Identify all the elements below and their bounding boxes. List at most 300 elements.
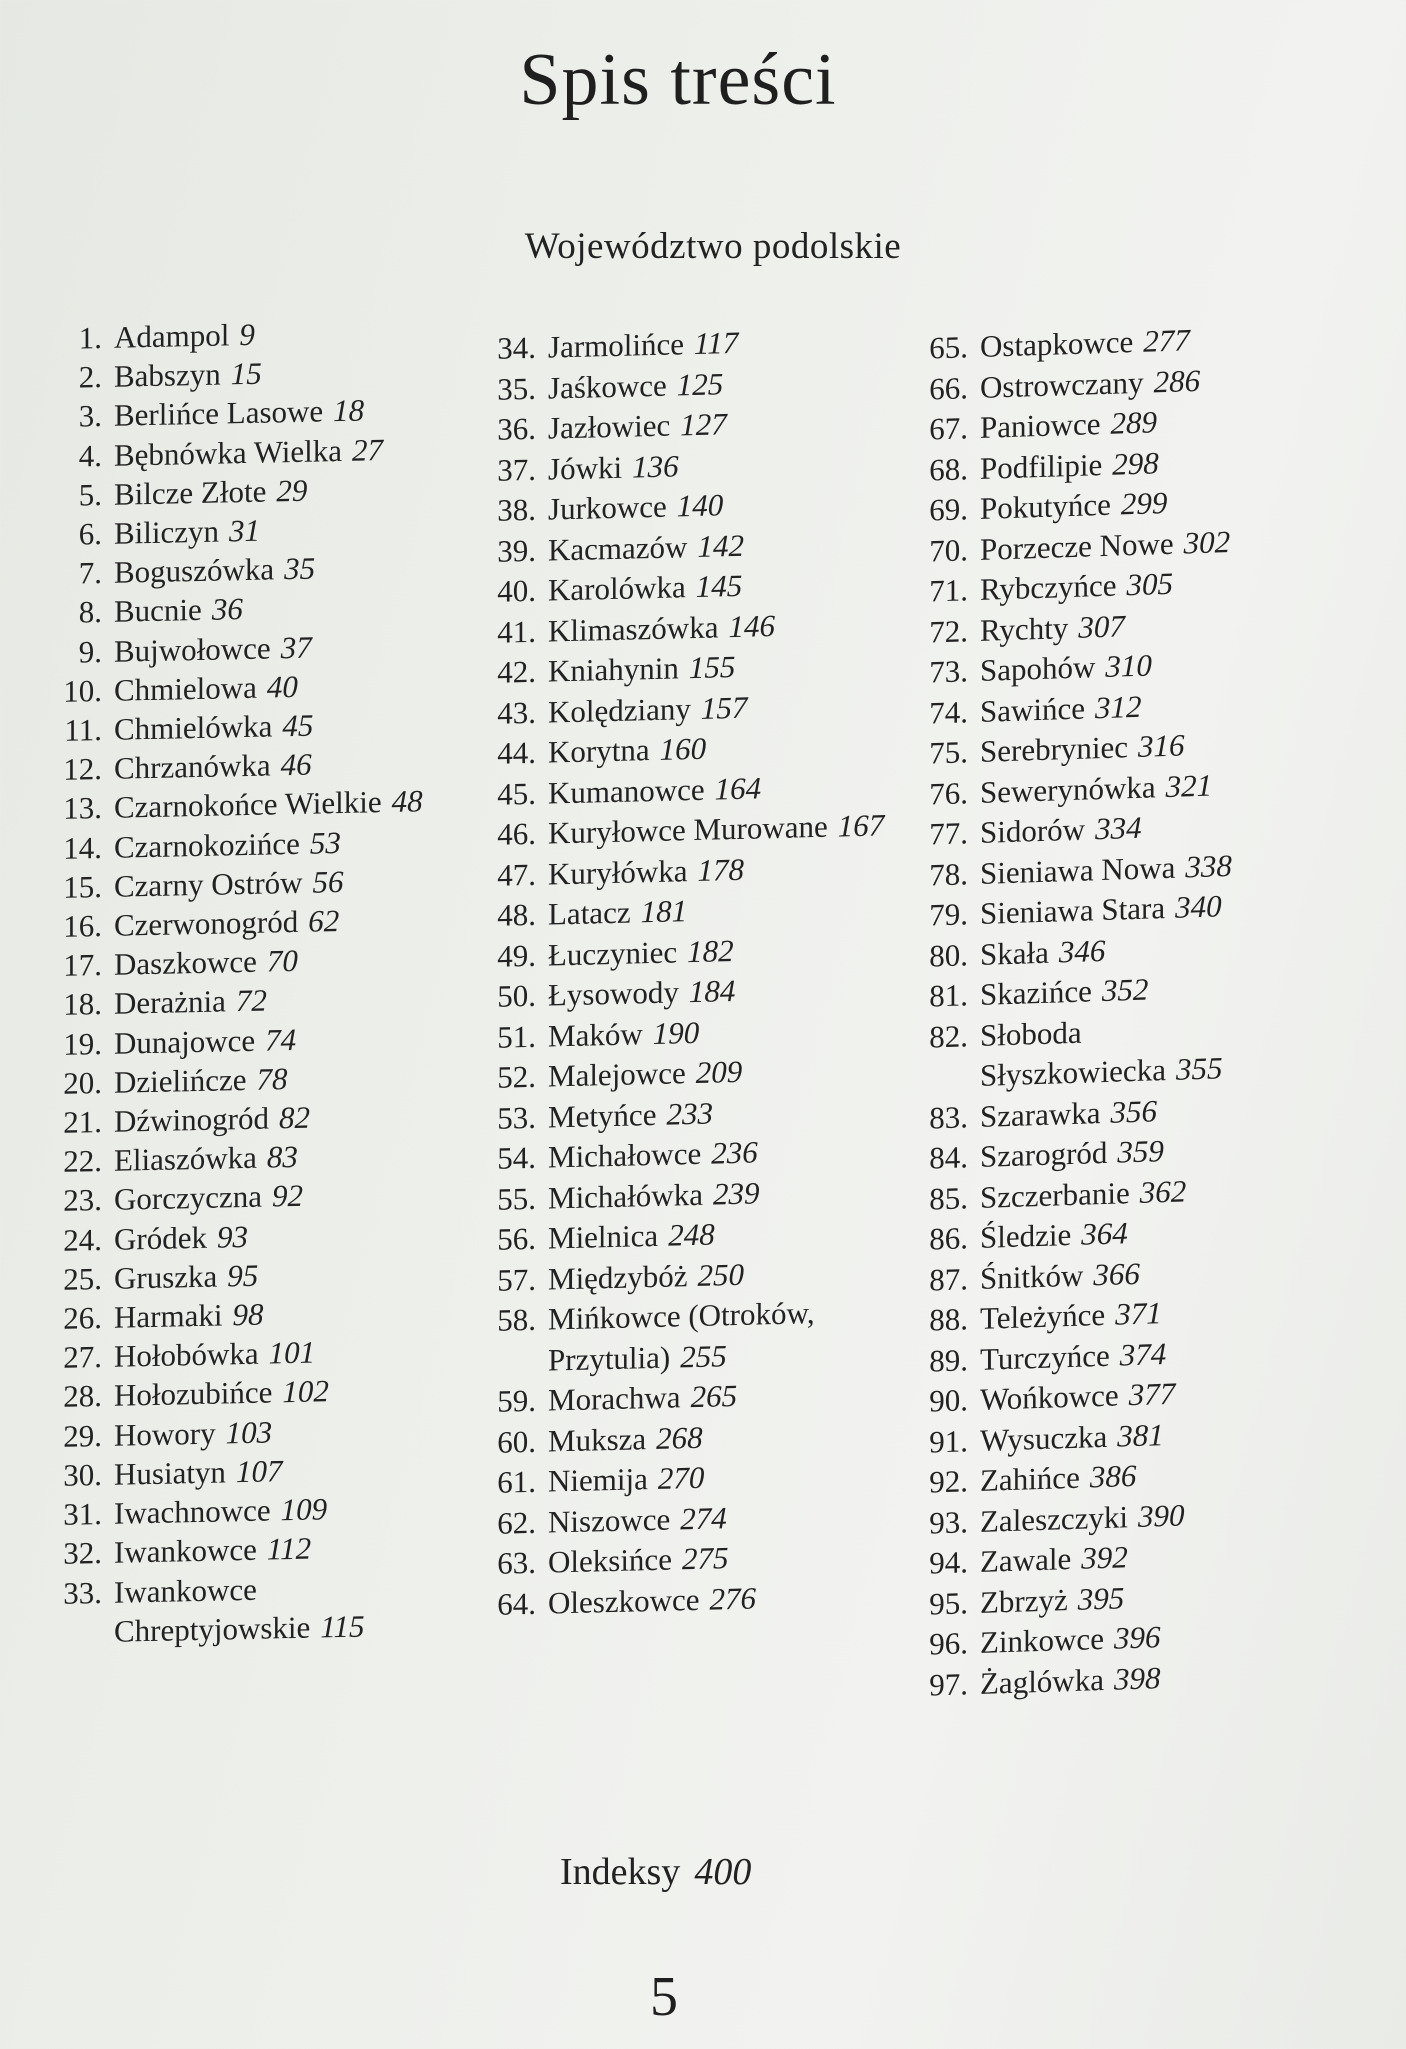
toc-column-3: [880, 317, 1300, 1707]
toc-entry-name: Łuczyniec: [548, 933, 678, 973]
toc-entry-page: 70: [266, 943, 298, 979]
toc-entry-page: 359: [1117, 1133, 1164, 1170]
toc-entry-number: 26.: [63, 1300, 102, 1336]
toc-entry-name: Gruszka: [114, 1258, 218, 1296]
toc-entry-text: [548, 1291, 888, 1380]
toc-entry-number: 51.: [497, 1018, 536, 1055]
toc-entry-number: 70.: [929, 531, 968, 568]
toc-entry-name: Husiatyn: [114, 1454, 226, 1492]
toc-entry-page: 334: [1095, 809, 1142, 847]
toc-entry-name: Śnitków: [980, 1257, 1084, 1296]
toc-entry-page: 265: [690, 1377, 738, 1415]
toc-entry-page: 36: [211, 591, 243, 628]
toc-entry-number: 81.: [929, 977, 968, 1014]
toc-entry-name: Wysuczka: [980, 1418, 1108, 1458]
toc-entry-name: Jurkowce: [548, 488, 667, 527]
toc-entry-name: Międzybóż: [548, 1257, 688, 1297]
toc-entry-number: 89.: [929, 1341, 968, 1378]
toc-entry-name: Żaglówka: [980, 1661, 1104, 1701]
toc-entry-page: 286: [1153, 362, 1201, 399]
toc-entry-page: 140: [676, 487, 724, 524]
toc-entry-name: Zawale: [980, 1540, 1072, 1579]
toc-entry-page: 37: [280, 629, 312, 665]
toc-entry-number: 86.: [929, 1220, 968, 1257]
toc-entry-text: [980, 1005, 1300, 1096]
toc-entry-name: Chmielówka: [114, 708, 273, 747]
toc-entry-name: Bucnie: [114, 592, 202, 630]
toc-entry-page: 268: [656, 1419, 703, 1456]
toc-entry-number: 57.: [497, 1261, 536, 1298]
toc-entry-number: 22.: [63, 1143, 102, 1180]
toc-entry-name: Howory: [114, 1415, 216, 1453]
toc-entry-number: 59.: [497, 1382, 536, 1419]
toc-entry-page: 233: [666, 1095, 713, 1132]
toc-entry-page: 164: [714, 769, 762, 806]
toc-entry-number: 24.: [63, 1221, 102, 1258]
toc-entry-page: 184: [688, 972, 736, 1010]
toc-entry-name: Sieniawa Stara: [980, 890, 1166, 931]
toc-entry: [6, 1565, 458, 1653]
toc-entry-name: Sewerynówka: [980, 768, 1156, 810]
toc-entry-name: Dźwinogród: [114, 1100, 269, 1139]
toc-entry-page: 15: [230, 355, 262, 392]
index-label: Indeksy: [560, 1851, 681, 1893]
toc-entry-page: 338: [1185, 847, 1232, 884]
toc-entry-name: Teleżyńce: [980, 1296, 1106, 1336]
toc-entry-name: Metyńce: [548, 1096, 657, 1135]
toc-entry-page: 31: [229, 512, 261, 549]
toc-entry-page: 190: [652, 1014, 700, 1051]
toc-entry-number: 8.: [78, 594, 102, 630]
toc-entry-number: 75.: [929, 734, 968, 771]
toc-entry-page: 136: [632, 447, 679, 485]
toc-entry-page: 274: [680, 1499, 727, 1536]
toc-entry-name: Bębnówka Wielka: [114, 432, 343, 473]
toc-entry-page: 157: [700, 689, 748, 726]
toc-entry-number: 67.: [929, 410, 968, 447]
toc-entry-name: Kuryłowce Murowane: [548, 808, 828, 851]
toc-entry-number: 69.: [929, 491, 968, 528]
toc-entry-name: Klimaszówka: [548, 608, 719, 649]
toc-entry-number: 91.: [929, 1422, 968, 1459]
toc-entry-name: Kolędziany: [548, 690, 691, 730]
toc-entry-name: Biliczyn: [114, 513, 220, 551]
toc-entry-number: 45.: [497, 775, 536, 812]
toc-entry-name: Wońkowce: [980, 1377, 1119, 1417]
toc-entry-name: Porzecze Nowe: [980, 525, 1174, 567]
toc-entry-page: 107: [235, 1453, 283, 1490]
toc-entry-number: 65.: [929, 329, 968, 366]
toc-entry-number: 41.: [497, 613, 536, 650]
toc-entry-number: 15.: [63, 868, 102, 905]
toc-entry-page: 74: [265, 1021, 297, 1058]
toc-entry-page: 117: [694, 324, 739, 361]
toc-entry-name: Chrzanówka: [114, 747, 271, 786]
toc-entry-page: 18: [333, 392, 365, 429]
toc-entry-name: Oleksińce: [548, 1541, 672, 1580]
toc-entry-number: 39.: [497, 532, 536, 569]
toc-entry-page: 45: [282, 707, 314, 744]
toc-entry-page: 155: [688, 648, 736, 686]
toc-entry-number: 30.: [63, 1456, 102, 1493]
toc-entry-name: Sapohów: [980, 649, 1096, 688]
toc-entry-page: 236: [711, 1134, 758, 1171]
toc-entry-page: 27: [352, 431, 384, 468]
toc-entry-name: Hołozubińce: [114, 1374, 273, 1414]
toc-entry-number: 21.: [63, 1104, 102, 1140]
toc-entry-page: 53: [309, 824, 341, 861]
toc-entry-number: 88.: [929, 1301, 968, 1338]
toc-entry-number: 97.: [929, 1665, 968, 1702]
toc-entry-page: 46: [280, 746, 312, 783]
toc-entry-page: 377: [1128, 1375, 1176, 1413]
toc-entry-name: Harmaki: [114, 1297, 223, 1335]
toc-entry-name: Daszkowce: [114, 943, 257, 982]
toc-entry-number: 46.: [497, 815, 536, 852]
toc-entry-page: 48: [391, 783, 423, 820]
toc-entry-page: 93: [216, 1218, 248, 1255]
toc-entry-name: Kuryłówka: [548, 852, 688, 892]
toc-entry-page: 78: [256, 1060, 288, 1097]
toc-entry-name: Czarny Ostrów: [114, 864, 303, 904]
toc-entry-number: 58.: [497, 1301, 536, 1338]
toc-entry-page: 366: [1093, 1255, 1140, 1292]
toc-entry-page: 103: [225, 1414, 273, 1451]
toc-entry-number: 94.: [929, 1544, 968, 1581]
toc-entry-number: 36.: [497, 410, 536, 447]
toc-entry-name: Adampol: [114, 317, 230, 355]
toc-entry-number: 14.: [63, 829, 102, 866]
toc-entry-number: 11.: [64, 712, 102, 748]
toc-entry-name: Śledzie: [980, 1216, 1072, 1255]
toc-entry-page: 182: [687, 932, 734, 969]
toc-entry-name: Kniahynin: [548, 650, 679, 689]
toc-entry-name: Hołobówka: [114, 1335, 259, 1375]
toc-entry-page: 395: [1077, 1579, 1125, 1617]
toc-entry-name: Czarnokozińce: [114, 825, 300, 865]
toc-entry-number: 25.: [63, 1260, 102, 1297]
toc-entry-page: 299: [1120, 484, 1168, 522]
toc-entry-number: 29.: [63, 1417, 102, 1454]
toc-entry-page: 275: [681, 1540, 729, 1577]
toc-entry-number: 62.: [497, 1504, 536, 1541]
toc-entry-number: 13.: [63, 790, 102, 827]
toc-entry-number: 72.: [929, 612, 968, 649]
toc-entry-number: 27.: [63, 1339, 102, 1376]
toc-entry-number: 84.: [929, 1139, 968, 1176]
toc-entry-page: 109: [280, 1491, 328, 1528]
toc-entry-page: 255: [680, 1337, 727, 1374]
toc-entry-name: Zbrzyż: [980, 1581, 1068, 1620]
toc-entry-number: 2.: [78, 359, 102, 395]
toc-entry-name: Sieniawa Nowa: [980, 849, 1176, 891]
toc-entry-number: 55.: [497, 1180, 536, 1217]
toc-entry-number: 16.: [63, 908, 102, 944]
toc-entry-number: 20.: [63, 1064, 102, 1101]
toc-entry-page: 101: [268, 1334, 316, 1371]
toc-entry-page: 352: [1101, 971, 1149, 1009]
toc-entry-page: 40: [266, 668, 298, 705]
toc-entry-name: Kumanowce: [548, 771, 705, 811]
toc-entry-number: 96.: [929, 1625, 968, 1662]
toc-entry-page: 305: [1126, 565, 1173, 603]
toc-entry-page: 289: [1110, 404, 1158, 441]
toc-entry: [448, 1291, 888, 1383]
toc-entry-name: Dunajowce: [114, 1022, 256, 1061]
toc-entry-page: 276: [709, 1579, 756, 1617]
toc-entry-page: 125: [676, 365, 724, 402]
toc-entry-number: 74.: [929, 693, 968, 730]
toc-entry-name: Bujwołowce: [114, 630, 271, 669]
toc-entry-page: 115: [320, 1608, 365, 1645]
toc-entry-number: 33.: [63, 1574, 102, 1611]
toc-entry-name: Michałówka: [548, 1176, 703, 1216]
toc-column-2: [448, 319, 888, 1626]
toc-entry-name: Iwankowce Chreptyjowskie: [114, 1571, 311, 1649]
toc-entry-name: Latacz: [548, 894, 631, 932]
toc-entry-number: 9.: [78, 633, 102, 670]
toc-entry-page: 160: [659, 730, 707, 767]
toc-entry-page: 248: [668, 1216, 715, 1253]
toc-entry-number: 63.: [497, 1544, 536, 1581]
toc-entry-name: Gorczyczna: [114, 1179, 263, 1218]
toc-entry-name: Szarawka: [980, 1094, 1101, 1134]
toc-entry-name: Łysowody: [548, 974, 679, 1013]
toc-entry-name: Korytna: [548, 732, 650, 770]
toc-entry-page: 307: [1078, 607, 1125, 645]
toc-entry-page: 62: [308, 903, 340, 939]
toc-entry-page: 9: [239, 316, 255, 353]
toc-entry-name: Maków: [548, 1015, 643, 1054]
toc-entry-text: [548, 1575, 888, 1624]
toc-entry-number: 50.: [497, 977, 536, 1014]
toc-entry-name: Mińkowce (Otroków, Przytulia): [548, 1295, 815, 1378]
toc-entry-name: Słoboda Słyszkowiecka: [980, 1014, 1166, 1093]
toc-entry-page: 371: [1115, 1295, 1162, 1332]
toc-entry-number: 54.: [497, 1139, 536, 1176]
toc-entry-number: 31.: [63, 1496, 102, 1532]
toc-entry-number: 92.: [929, 1463, 968, 1500]
toc-entry-page: 209: [695, 1053, 743, 1090]
toc-entry-page: 381: [1117, 1416, 1164, 1454]
toc-entry-name: Ostapkowce: [980, 324, 1134, 364]
toc-entry-text: [114, 1565, 458, 1651]
toc-column-1: [6, 311, 458, 1653]
toc-entry-name: Sidorów: [980, 811, 1086, 850]
toc-entry-name: Zinkowce: [980, 1620, 1104, 1660]
region-heading: Województwo podolskie: [524, 226, 902, 267]
toc-entry-page: 277: [1143, 322, 1190, 359]
toc-entry-number: 42.: [497, 653, 536, 690]
toc-entry-number: 28.: [63, 1378, 102, 1415]
toc-entry-number: 48.: [497, 896, 536, 933]
toc-entry-page: 362: [1139, 1172, 1187, 1210]
toc-entry-number: 78.: [929, 855, 968, 892]
toc-entry-page: 239: [712, 1174, 760, 1212]
toc-entry-name: Gródek: [114, 1219, 207, 1257]
toc-entry-name: Niszowce: [548, 1501, 671, 1540]
toc-entry-page: 82: [278, 1099, 310, 1136]
toc-entry-page: 312: [1095, 688, 1142, 725]
toc-entry-page: 302: [1183, 523, 1231, 560]
toc-entry-name: Jarmolińce: [548, 326, 685, 365]
toc-entry-page: 98: [232, 1296, 264, 1333]
toc-entry-name: Muksza: [548, 1420, 647, 1459]
toc-entry-name: Podfilipie: [980, 446, 1103, 486]
toc-entry-name: Derażnia: [114, 983, 226, 1022]
toc-entry-number: 52.: [497, 1058, 536, 1095]
toc-entry-number: 40.: [497, 572, 536, 609]
toc-entry-name: Turczyńce: [980, 1337, 1110, 1377]
toc-entry-name: Eliaszówka: [114, 1140, 257, 1179]
toc-entry-name: Iwachnowce: [114, 1492, 271, 1531]
toc-entry-name: Zaleszczyki: [980, 1498, 1129, 1539]
toc-entry-number: 44.: [497, 734, 536, 771]
toc-entry-name: Boguszówka: [114, 551, 275, 590]
toc-entry-page: 316: [1138, 727, 1185, 764]
toc-entry-name: Paniowce: [980, 406, 1101, 445]
toc-entry-page: 92: [272, 1178, 304, 1214]
toc-entry-name: Bilcze Złote: [114, 473, 267, 512]
toc-entry-number: 49.: [497, 937, 536, 974]
toc-entry-number: 73.: [929, 653, 968, 690]
toc-entry-page: 29: [276, 472, 308, 509]
toc-entry-number: 77.: [929, 815, 968, 852]
toc-entry-name: Serebryniec: [980, 729, 1129, 769]
toc-entry-number: 10.: [63, 672, 102, 709]
toc-entry-page: 181: [640, 893, 688, 930]
toc-entry-number: 3.: [78, 398, 102, 434]
toc-entry-number: 23.: [63, 1182, 102, 1219]
toc-entry-name: Skała: [980, 934, 1049, 972]
toc-entry-page: 356: [1110, 1092, 1157, 1130]
toc-entry-page: 355: [1175, 1050, 1223, 1087]
toc-entry-number: 68.: [929, 450, 968, 487]
toc-entry-number: 18.: [63, 986, 102, 1023]
toc-entry-name: Babszyn: [114, 356, 221, 394]
toc-entry-number: 61.: [497, 1463, 536, 1500]
toc-entry-name: Jazłowiec: [548, 407, 671, 446]
toc-entry-name: Jaśkowce: [548, 367, 667, 406]
toc-entry-page: 321: [1165, 767, 1213, 804]
toc-entry-number: 4.: [78, 437, 102, 474]
toc-entry-page: 250: [697, 1256, 744, 1293]
toc-entry-name: Malejowce: [548, 1055, 686, 1094]
toc-entry-name: Morachwa: [548, 1379, 681, 1418]
toc-entry-name: Czerwonogród: [114, 903, 299, 943]
toc-entry-name: Szczerbanie: [980, 1174, 1130, 1215]
toc-entry: [880, 1005, 1300, 1099]
toc-entry-name: Pokutyńce: [980, 486, 1111, 526]
toc-entry-number: 80.: [929, 936, 968, 973]
toc-entry-number: 35.: [497, 370, 536, 407]
toc-entry-number: 56.: [497, 1220, 536, 1257]
toc-entry-name: Karolówka: [548, 569, 686, 608]
toc-entry-page: 56: [312, 863, 344, 900]
toc-entry-number: 47.: [497, 856, 536, 893]
toc-entry-number: 1.: [78, 319, 102, 356]
toc-entry-number: 6.: [78, 516, 102, 552]
index-entry: [560, 1850, 751, 1894]
toc-entry-number: 19.: [63, 1025, 102, 1062]
toc-entry-number: 90.: [929, 1382, 968, 1419]
toc-entry-page: 83: [266, 1139, 298, 1175]
toc-entry-name: Chmielowa: [114, 669, 257, 708]
toc-entry-number: 76.: [929, 774, 968, 811]
toc-entry-name: Czarnokońce Wielkie: [114, 784, 382, 826]
toc-entry-number: 17.: [63, 947, 102, 984]
toc-entry-number: 95.: [929, 1584, 968, 1621]
toc-entry-name: Dzielińcze: [114, 1061, 247, 1100]
toc-entry-number: 43.: [497, 694, 536, 731]
toc-entry-number: 5.: [78, 476, 102, 513]
toc-entry-page: 178: [697, 851, 744, 888]
toc-entry-number: 38.: [497, 491, 536, 528]
toc-entry-name: Berlińce Lasowe: [114, 393, 324, 434]
toc-entry-name: Rychty: [980, 609, 1069, 648]
toc-entry-page: 146: [728, 607, 775, 644]
toc-entry-page: 374: [1119, 1335, 1167, 1372]
toc-entry-page: 167: [837, 807, 885, 844]
toc-entry-text: [980, 1653, 1300, 1704]
toc-entry-number: 32.: [63, 1535, 102, 1572]
toc-entry-number: 12.: [63, 751, 102, 788]
toc-entry-name: Michałowce: [548, 1135, 702, 1175]
toc-entry-name: Skazińce: [980, 973, 1092, 1012]
toc-entry-page: 145: [695, 567, 743, 604]
toc-entry-number: 37.: [497, 451, 536, 488]
toc-entry-name: Jówki: [548, 449, 623, 487]
toc-entry-page: 270: [657, 1459, 705, 1496]
toc-entry-page: 95: [227, 1257, 259, 1294]
toc-entry-number: 34.: [497, 329, 536, 366]
toc-entry-name: Rybczyńce: [980, 567, 1117, 607]
toc-entry-number: 83.: [929, 1098, 968, 1135]
toc-entry-name: Mielnica: [548, 1217, 659, 1256]
toc-entry-page: 398: [1113, 1659, 1161, 1697]
toc-entry-number: 82.: [929, 1017, 968, 1054]
toc-entry-page: 364: [1081, 1215, 1128, 1252]
toc-entry-page: 386: [1089, 1457, 1137, 1495]
toc-entry-number: 7.: [78, 555, 102, 591]
toc-entry-page: 142: [697, 527, 744, 564]
toc-entry-page: 396: [1113, 1619, 1161, 1656]
toc-entry-name: Kacmazów: [548, 528, 688, 568]
toc-entry-page: 102: [282, 1373, 329, 1410]
toc-entry-number: 60.: [497, 1423, 536, 1460]
page-number: 5: [650, 1966, 678, 2028]
toc-entry-name: Szarogród: [980, 1134, 1108, 1174]
toc-entry-page: 340: [1175, 888, 1222, 925]
toc-entry-number: 79.: [929, 896, 968, 933]
toc-entry-number: 64.: [497, 1585, 536, 1622]
toc-entry-page: 310: [1105, 647, 1152, 684]
toc-entry-name: Iwankowce: [114, 1532, 257, 1571]
toc-entry-page: 346: [1058, 932, 1106, 969]
index-page: 400: [694, 1851, 752, 1893]
toc-entry-number: 71.: [929, 572, 968, 609]
toc-entry-name: Zahińce: [980, 1459, 1080, 1498]
page-title: Spis treści: [519, 39, 837, 121]
toc-entry-number: 85.: [929, 1179, 968, 1216]
toc-entry-page: 392: [1081, 1539, 1128, 1576]
toc-entry-page: 298: [1112, 444, 1159, 482]
toc-entry-name: Ostrowczany: [980, 364, 1144, 405]
toc-entry-name: Niemija: [548, 1461, 648, 1499]
toc-entry-number: 53.: [497, 1099, 536, 1136]
toc-entry-name: Sawińce: [980, 690, 1086, 729]
toc-entry-page: 72: [235, 982, 267, 1019]
